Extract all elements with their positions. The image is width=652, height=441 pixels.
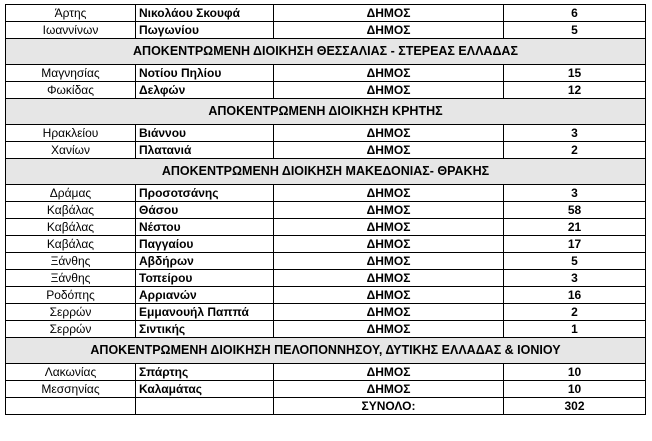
count-cell: 3 (504, 270, 646, 287)
prefecture-cell: Μαγνησίας (6, 65, 136, 82)
type-cell: ΔΗΜΟΣ (274, 253, 504, 270)
table-row (6, 142, 646, 159)
prefecture-cell: Ροδόπης (6, 287, 136, 304)
count-cell: 15 (504, 65, 646, 82)
table-row (6, 304, 646, 321)
prefecture-cell: Μεσσηνίας (6, 381, 136, 398)
prefecture-cell: Σερρών (6, 321, 136, 338)
municipality-cell: Πλατανιά (136, 142, 274, 159)
count-cell: 6 (504, 5, 646, 22)
municipality-cell: Βιάννου (136, 125, 274, 142)
municipality-cell: Εμμανουήλ Παππά (136, 304, 274, 321)
prefecture-cell: Ξάνθης (6, 270, 136, 287)
municipality-cell: Σιντικής (136, 321, 274, 338)
municipality-cell: Παγγαίου (136, 236, 274, 253)
section-title: ΑΠΟΚΕΝΤΡΩΜΕΝΗ ΔΙΟΙΚΗΣΗ ΚΡΗΤΗΣ (6, 99, 646, 125)
section-header-row (6, 159, 646, 185)
prefecture-cell: Χανίων (6, 142, 136, 159)
table-row (6, 287, 646, 304)
municipality-cell: Θάσου (136, 202, 274, 219)
count-cell: 5 (504, 253, 646, 270)
table-row (6, 202, 646, 219)
type-cell: ΔΗΜΟΣ (274, 5, 504, 22)
count-cell: 2 (504, 142, 646, 159)
count-cell: 12 (504, 82, 646, 99)
prefecture-cell: Καβάλας (6, 219, 136, 236)
type-cell: ΔΗΜΟΣ (274, 22, 504, 39)
prefecture-cell: Ηρακλείου (6, 125, 136, 142)
table-row (6, 185, 646, 202)
type-cell: ΔΗΜΟΣ (274, 125, 504, 142)
type-cell: ΔΗΜΟΣ (274, 364, 504, 381)
section-title: ΑΠΟΚΕΝΤΡΩΜΕΝΗ ΔΙΟΙΚΗΣΗ ΘΕΣΣΑΛΙΑΣ - ΣΤΕΡΕΑΣ ΕΛΛΑΔΑΣ (6, 39, 646, 65)
type-cell: ΔΗΜΟΣ (274, 82, 504, 99)
type-cell: ΔΗΜΟΣ (274, 381, 504, 398)
count-cell: 21 (504, 219, 646, 236)
count-cell: 58 (504, 202, 646, 219)
section-title: ΑΠΟΚΕΝΤΡΩΜΕΝΗ ΔΙΟΙΚΗΣΗ ΠΕΛΟΠΟΝΝΗΣΟΥ, ΔΥΤΙΚΗΣ ΕΛΛΑΔΑΣ & ΙΟΝΙΟΥ (6, 338, 646, 364)
count-cell: 16 (504, 287, 646, 304)
type-cell: ΔΗΜΟΣ (274, 236, 504, 253)
total-value: 302 (504, 398, 646, 415)
prefecture-cell: Φωκίδας (6, 82, 136, 99)
empty-cell (6, 398, 136, 415)
count-cell: 10 (504, 364, 646, 381)
section-header-row (6, 99, 646, 125)
table-row (6, 5, 646, 22)
total-label: ΣΥΝΟΛΟ: (274, 398, 504, 415)
municipality-cell: Νικολάου Σκουφά (136, 5, 274, 22)
type-cell: ΔΗΜΟΣ (274, 65, 504, 82)
section-header-row (6, 338, 646, 364)
table-row (6, 125, 646, 142)
type-cell: ΔΗΜΟΣ (274, 270, 504, 287)
municipalities-table (5, 4, 646, 415)
prefecture-cell: Ιωαννίνων (6, 22, 136, 39)
prefecture-cell: Καβάλας (6, 202, 136, 219)
municipality-cell: Σπάρτης (136, 364, 274, 381)
table-row (6, 65, 646, 82)
municipality-cell: Νοτίου Πηλίου (136, 65, 274, 82)
count-cell: 10 (504, 381, 646, 398)
table-body (6, 5, 646, 415)
count-cell: 17 (504, 236, 646, 253)
type-cell: ΔΗΜΟΣ (274, 219, 504, 236)
table-row (6, 381, 646, 398)
table-row (6, 22, 646, 39)
municipality-cell: Δελφών (136, 82, 274, 99)
count-cell: 2 (504, 304, 646, 321)
type-cell: ΔΗΜΟΣ (274, 304, 504, 321)
section-title: ΑΠΟΚΕΝΤΡΩΜΕΝΗ ΔΙΟΙΚΗΣΗ ΜΑΚΕΔΟΝΙΑΣ- ΘΡΑΚΗΣ (6, 159, 646, 185)
prefecture-cell: Ξάνθης (6, 253, 136, 270)
municipality-cell: Τοπείρου (136, 270, 274, 287)
table-row (6, 364, 646, 381)
prefecture-cell: Σερρών (6, 304, 136, 321)
table-row (6, 82, 646, 99)
table-row (6, 270, 646, 287)
empty-cell (136, 398, 274, 415)
count-cell: 5 (504, 22, 646, 39)
municipality-cell: Καλαμάτας (136, 381, 274, 398)
municipality-cell: Νέστου (136, 219, 274, 236)
type-cell: ΔΗΜΟΣ (274, 185, 504, 202)
table-row (6, 321, 646, 338)
prefecture-cell: Δράμας (6, 185, 136, 202)
table-row (6, 236, 646, 253)
total-row (6, 398, 646, 415)
prefecture-cell: Άρτης (6, 5, 136, 22)
count-cell: 1 (504, 321, 646, 338)
table-row (6, 219, 646, 236)
municipality-cell: Αρριανών (136, 287, 274, 304)
count-cell: 3 (504, 185, 646, 202)
municipality-cell: Προσοτσάνης (136, 185, 274, 202)
section-header-row (6, 39, 646, 65)
prefecture-cell: Καβάλας (6, 236, 136, 253)
table-row (6, 253, 646, 270)
type-cell: ΔΗΜΟΣ (274, 142, 504, 159)
count-cell: 3 (504, 125, 646, 142)
type-cell: ΔΗΜΟΣ (274, 287, 504, 304)
prefecture-cell: Λακωνίας (6, 364, 136, 381)
type-cell: ΔΗΜΟΣ (274, 321, 504, 338)
type-cell: ΔΗΜΟΣ (274, 202, 504, 219)
municipality-cell: Πωγωνίου (136, 22, 274, 39)
municipality-cell: Αβδήρων (136, 253, 274, 270)
